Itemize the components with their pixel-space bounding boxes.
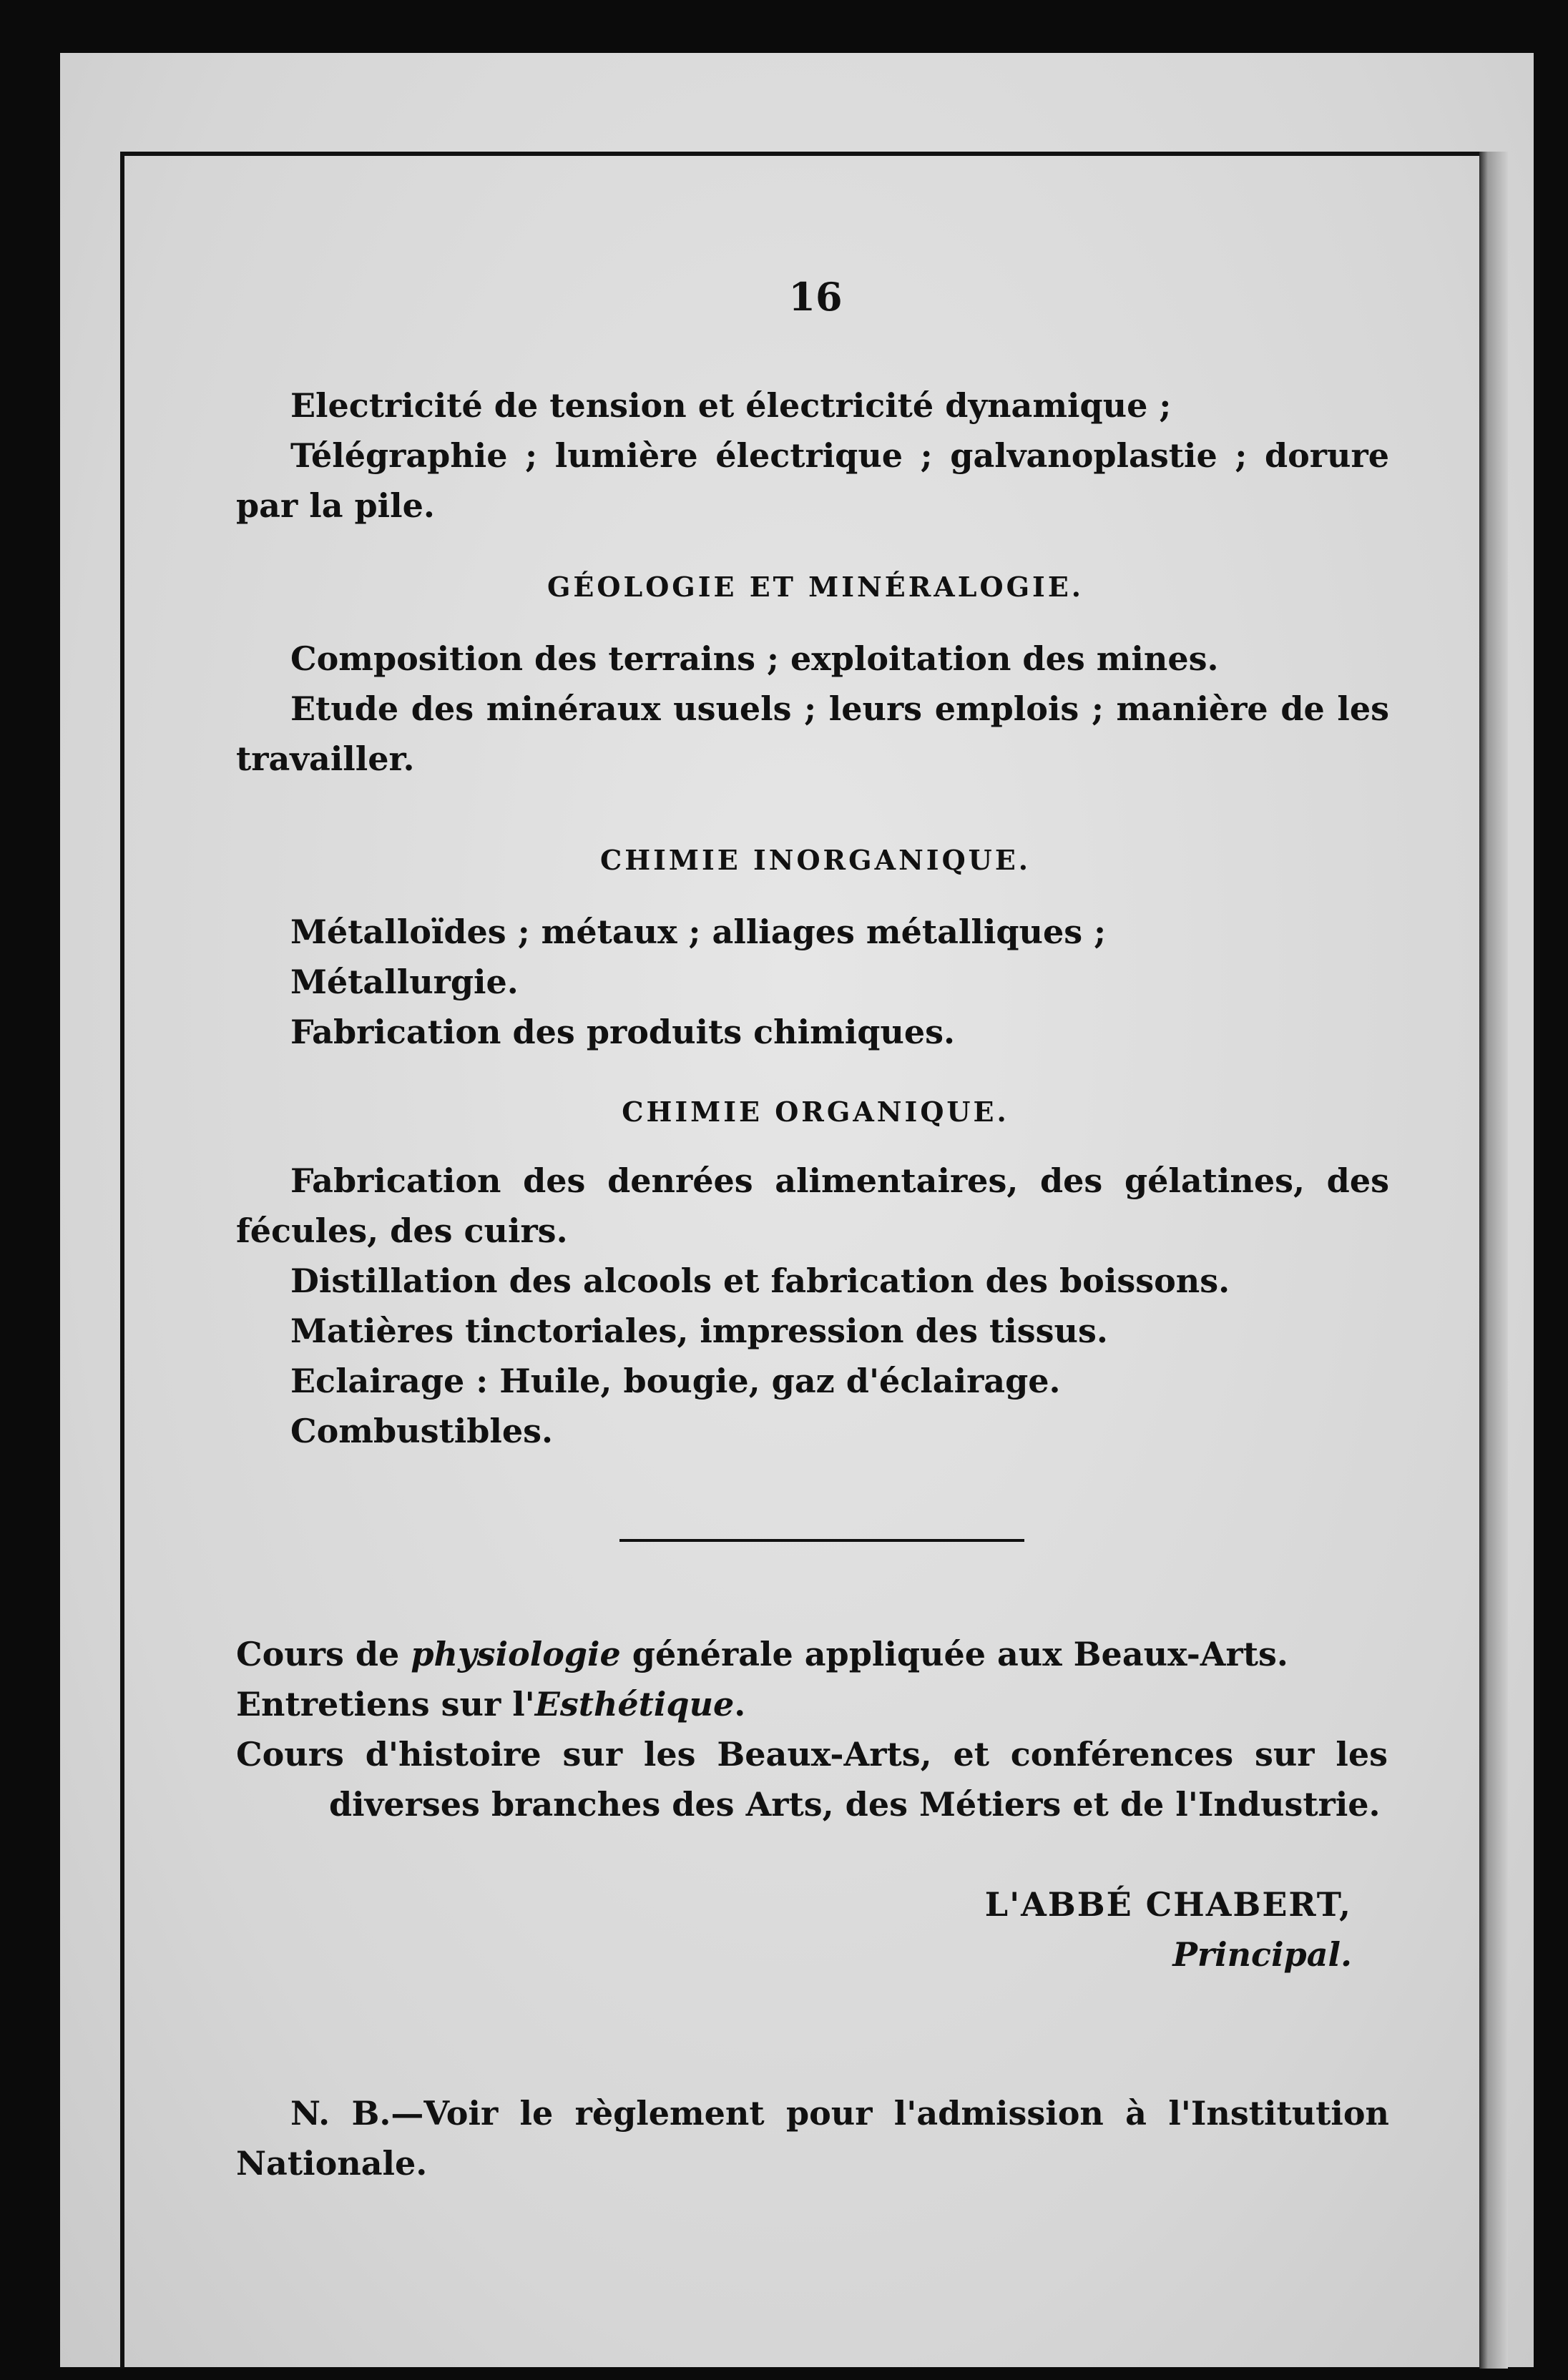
text-line: Entretiens sur l'Esthétique.: [236, 1685, 746, 1723]
signature-name: L'ABBÉ CHABERT,: [984, 1885, 1352, 1924]
section-heading-chimie-inorganique: CHIMIE INORGANIQUE.: [599, 844, 1032, 876]
note-line: N. B.—Voir le règlement pour l'admission à l'Institution: [290, 2094, 1389, 2133]
text-line: Métallurgie.: [290, 963, 519, 1001]
section-heading-chimie-organique: CHIMIE ORGANIQUE.: [622, 1096, 1009, 1128]
text-line: Cours d'histoire sur les Beaux-Arts, et conférences sur les: [236, 1735, 1388, 1774]
text-line: diverses branches des Arts, des Métiers et de l'Industrie.: [329, 1785, 1381, 1824]
text-line: Matières tinctoriales, impression des tissus.: [290, 1312, 1108, 1350]
section-divider: [619, 1539, 1024, 1542]
document-page: [236, 272, 1395, 2274]
text-line: Fabrication des denrées alimentaires, des gélatines, des: [290, 1161, 1389, 1200]
text-line: Composition des terrains ; exploitation des mines.: [290, 639, 1219, 678]
text-line: Fabrication des produits chimiques.: [290, 1013, 956, 1051]
text-line: travailler.: [236, 739, 415, 778]
text-line: fécules, des cuirs.: [236, 1211, 568, 1250]
text-line: Télégraphie ; lumière électrique ; galvanoplastie ; dorure: [290, 436, 1389, 475]
page-number: 16: [788, 274, 843, 320]
text-line: Electricité de tension et électricité dynamique ;: [290, 386, 1172, 425]
text-line: Cours de physiologie générale appliquée aux Beaux-Arts.: [236, 1635, 1288, 1673]
section-heading-geologie: GÉOLOGIE ET MINÉRALOGIE.: [547, 571, 1084, 603]
text-line: Métalloïdes ; métaux ; alliages métalliques ;: [290, 913, 1107, 951]
text-line: Etude des minéraux usuels ; leurs emplois ; manière de les: [290, 689, 1389, 728]
note-line: Nationale.: [236, 2144, 428, 2183]
text-line: Combustibles.: [290, 1412, 554, 1450]
page-edge-shadow: [1479, 152, 1508, 2369]
signature-title: Principal.: [1172, 1935, 1352, 1974]
text-line: par la pile.: [236, 486, 435, 525]
text-line: Distillation des alcools et fabrication des boissons.: [290, 1262, 1230, 1300]
emphasis: physiologie: [411, 1635, 621, 1673]
emphasis: Esthétique: [534, 1685, 735, 1723]
page-frame-left: [120, 152, 124, 2369]
page-frame-top: [120, 152, 1479, 156]
text-line: Eclairage : Huile, bougie, gaz d'éclairage.: [290, 1362, 1061, 1400]
